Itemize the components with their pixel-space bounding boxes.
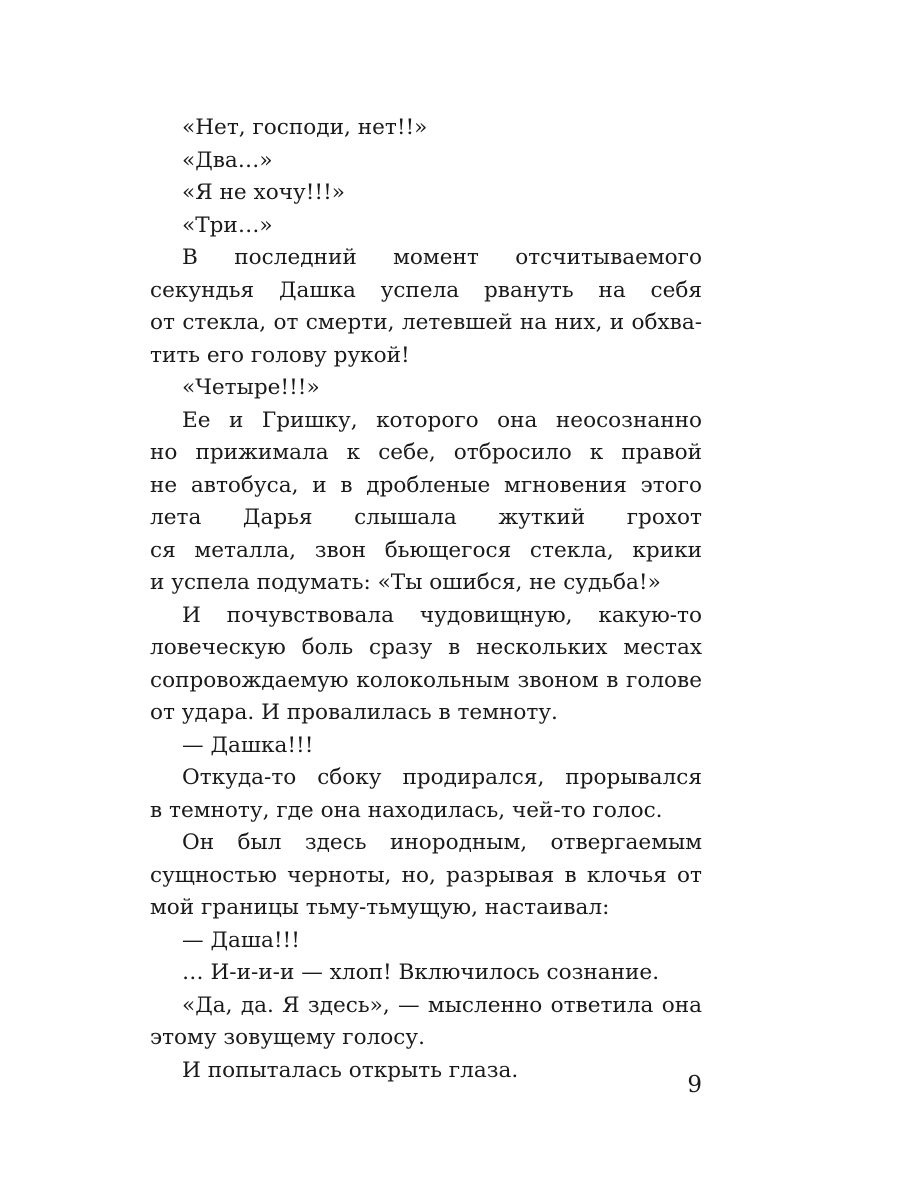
text-line: «Да, да. Я здесь», — мысленно ответила она xyxy=(182,992,702,1018)
text-line: «Я не хочу!!!» xyxy=(182,180,345,205)
text-line: в темноту, где она находилась, чей-то голос. xyxy=(150,797,663,823)
text-line: Откуда-то сбоку продирался, прорывался xyxy=(182,765,702,790)
text-line: но прижимала к себе, отбросило к правой xyxy=(150,440,702,465)
text-line: В последний момент отсчитываемого xyxy=(182,245,702,270)
text-line: ловеческую боль сразу в нескольких местах xyxy=(150,635,702,660)
text-line: «Нет, господи, нет!!» xyxy=(182,115,428,140)
text-line: «Четыре!!!» xyxy=(182,375,320,400)
text-line: Он был здесь инородным, отвергаемым xyxy=(182,830,702,855)
text-line: секундья Дашка успела рвануть на себя xyxy=(150,277,702,303)
text-line: «Три…» xyxy=(182,212,273,238)
text-line: сущностью черноты, но, разрывая в клочья от xyxy=(150,862,702,888)
text-line: — Даша!!! xyxy=(182,927,300,953)
text-line: от стекла, от смерти, летевшей на них, и обхва- xyxy=(150,310,702,335)
text-line: ся металла, звон бьющегося стекла, крики xyxy=(150,537,702,563)
text-line: — Дашка!!! xyxy=(182,732,314,758)
text-line: И попыталась открыть глаза. xyxy=(182,1057,519,1083)
text-line: этому зовущему голосу. xyxy=(150,1025,425,1050)
text-line: мой границы тьму-тьмущую, настаивал: xyxy=(150,895,610,920)
text-line: и успела подумать: «Ты ошибся, не судьба!» xyxy=(150,570,661,595)
text-line: … И-и-и-и — хлоп! Включилось сознание. xyxy=(182,960,660,985)
text-line: сопровождаемую колокольным звоном в голове xyxy=(150,667,702,693)
text-line: от удара. И провалилась в темноту. xyxy=(150,700,558,725)
text-line: «Два…» xyxy=(182,147,273,173)
text-line: тить его голову рукой! xyxy=(150,342,410,368)
text-line: лета Дарья слышала жуткий грохот xyxy=(150,505,702,530)
text-line: не автобуса, и в дробленые мгновения этого xyxy=(150,472,702,498)
body-text xyxy=(150,112,702,1087)
page-number: 9 xyxy=(687,1072,702,1098)
text-line: Ее и Гришку, которого она неосознанно xyxy=(182,407,702,433)
text-line: И почувствовала чудовищную, какую-то xyxy=(182,602,702,628)
